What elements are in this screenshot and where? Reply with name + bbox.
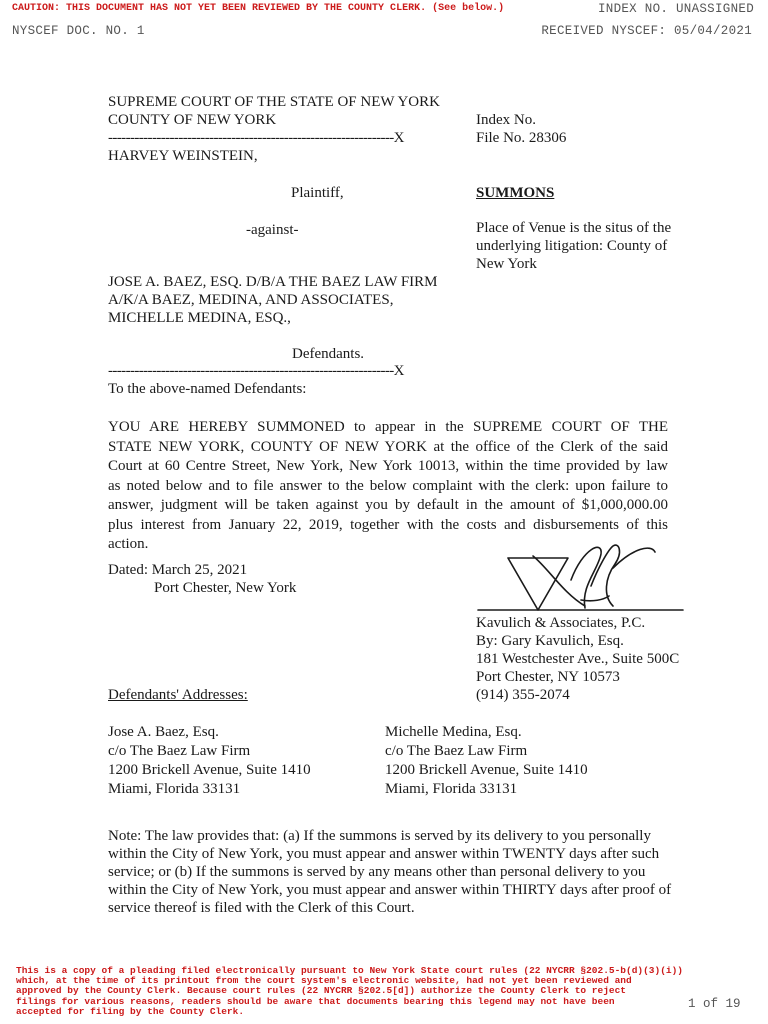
salutation: To the above-named Defendants:	[108, 381, 307, 397]
court-name-line2: COUNTY OF NEW YORK	[108, 112, 277, 128]
address-line: 1200 Brickell Avenue, Suite 1410	[385, 762, 588, 778]
dated-place: Port Chester, New York	[154, 580, 297, 596]
index-number-header: INDEX NO. UNASSIGNED	[597, 2, 754, 16]
nyscef-doc-number: NYSCEF DOC. NO. 1	[12, 24, 145, 38]
firm-name: Kavulich & Associates, P.C.	[476, 615, 646, 631]
index-no-label: Index No.	[476, 112, 536, 128]
summons-line: plus interest from January 22, 2019, together with the costs and disbursements of this	[108, 516, 668, 533]
summons-line: Court at 60 Centre Street, New York, New York 10013, within the time provided by law	[108, 458, 668, 474]
address-block-medina	[385, 723, 588, 799]
caution-banner: CAUTION: THIS DOCUMENT HAS NOT YET BEEN REVIEWED BY THE COUNTY CLERK. (See below.)	[12, 3, 505, 14]
legend-line: This is a copy of a pleading filed electronically pursuant to New York State court rules (22 NYCRR §202.5-b(d)(3)(i))	[16, 965, 684, 976]
address-block-baez	[108, 723, 311, 799]
summons-line: answer, judgment will be taken against you by default in the amount of $1,000,000.00	[108, 497, 668, 513]
firm-address-line2: Port Chester, NY 10573	[476, 669, 620, 685]
page-number: 1 of 19	[688, 997, 741, 1011]
caption-rule-bottom: -----------------------------------------------------------------X	[108, 363, 404, 379]
dated-line: Dated: March 25, 2021	[108, 562, 248, 578]
legend-line: approved by the County Clerk. Because court rules (22 NYCRR §202.5[d]) authorize the County Clerk to reject	[16, 985, 626, 997]
summons-line: YOU ARE HEREBY SUMMONED to appear in the SUPREME COURT OF THE	[108, 419, 668, 435]
file-number: File No. 28306	[476, 130, 567, 146]
summons-line: STATE NEW YORK, COUNTY OF NEW YORK at the office of the Clerk of the said	[108, 438, 668, 455]
defendant-line3: MICHELLE MEDINA, ESQ.,	[108, 310, 291, 326]
service-note	[108, 827, 690, 917]
legend-line: filings for various reasons, readers should be aware that documents bearing this legend may not have been	[16, 995, 615, 1007]
defendant-line2: A/K/A BAEZ, MEDINA, AND ASSOCIATES,	[108, 292, 394, 308]
note-line: service thereof is filed with the Clerk of this Court.	[108, 900, 415, 916]
summons-paragraph	[108, 418, 668, 555]
venue-line2: underlying litigation: County of	[476, 238, 668, 254]
address-line: Miami, Florida 33131	[108, 781, 241, 797]
filing-legend	[16, 966, 684, 1017]
address-line: c/o The Baez Law Firm	[385, 743, 528, 759]
legend-line: which, at the time of its printout from the court system's electronic website, had not yet been reviewed and	[16, 975, 632, 987]
note-line: within the City of New York, you must appear and answer within THIRTY days after proof of	[108, 882, 672, 898]
caption-rule-top: -----------------------------------------------------------------X	[108, 130, 404, 146]
attorney-name: By: Gary Kavulich, Esq.	[476, 633, 624, 649]
firm-address-line1: 181 Westchester Ave., Suite 500C	[476, 651, 680, 667]
firm-phone: (914) 355-2074	[476, 687, 570, 703]
address-line: Miami, Florida 33131	[385, 781, 518, 797]
venue-line1: Place of Venue is the situs of the	[476, 220, 672, 236]
court-name-line1: SUPREME COURT OF THE STATE OF NEW YORK	[108, 94, 440, 110]
summons-line: action.	[108, 536, 149, 552]
note-line: service; or (b) If the summons is served by any means other than personal delivery to you	[108, 864, 646, 880]
address-line: Jose A. Baez, Esq.	[108, 724, 219, 740]
plaintiff-role: Plaintiff,	[291, 185, 344, 201]
address-line: 1200 Brickell Avenue, Suite 1410	[108, 762, 311, 778]
addresses-heading: Defendants' Addresses:	[108, 687, 248, 703]
defendant-line1: JOSE A. BAEZ, ESQ. D/B/A THE BAEZ LAW FIRM	[108, 274, 438, 290]
address-line: c/o The Baez Law Firm	[108, 743, 251, 759]
plaintiff-name: HARVEY WEINSTEIN,	[108, 148, 258, 164]
note-line: Note: The law provides that: (a) If the summons is served by its delivery to you personally	[108, 828, 651, 844]
note-line: within the City of New York, you must appear and answer within TWENTY days after such	[108, 846, 660, 862]
received-date: RECEIVED NYSCEF: 05/04/2021	[541, 24, 752, 38]
defendant-role: Defendants.	[292, 346, 365, 362]
summons-line: as noted below and to file answer to the below complaint with the clerk: upon failure to	[108, 477, 668, 494]
venue-line3: New York	[476, 256, 537, 272]
against-label: -against-	[246, 222, 299, 238]
document-title: SUMMONS	[476, 185, 555, 201]
address-line: Michelle Medina, Esq.	[385, 724, 522, 740]
legend-line: accepted for filing by the County Clerk.	[16, 1005, 245, 1017]
